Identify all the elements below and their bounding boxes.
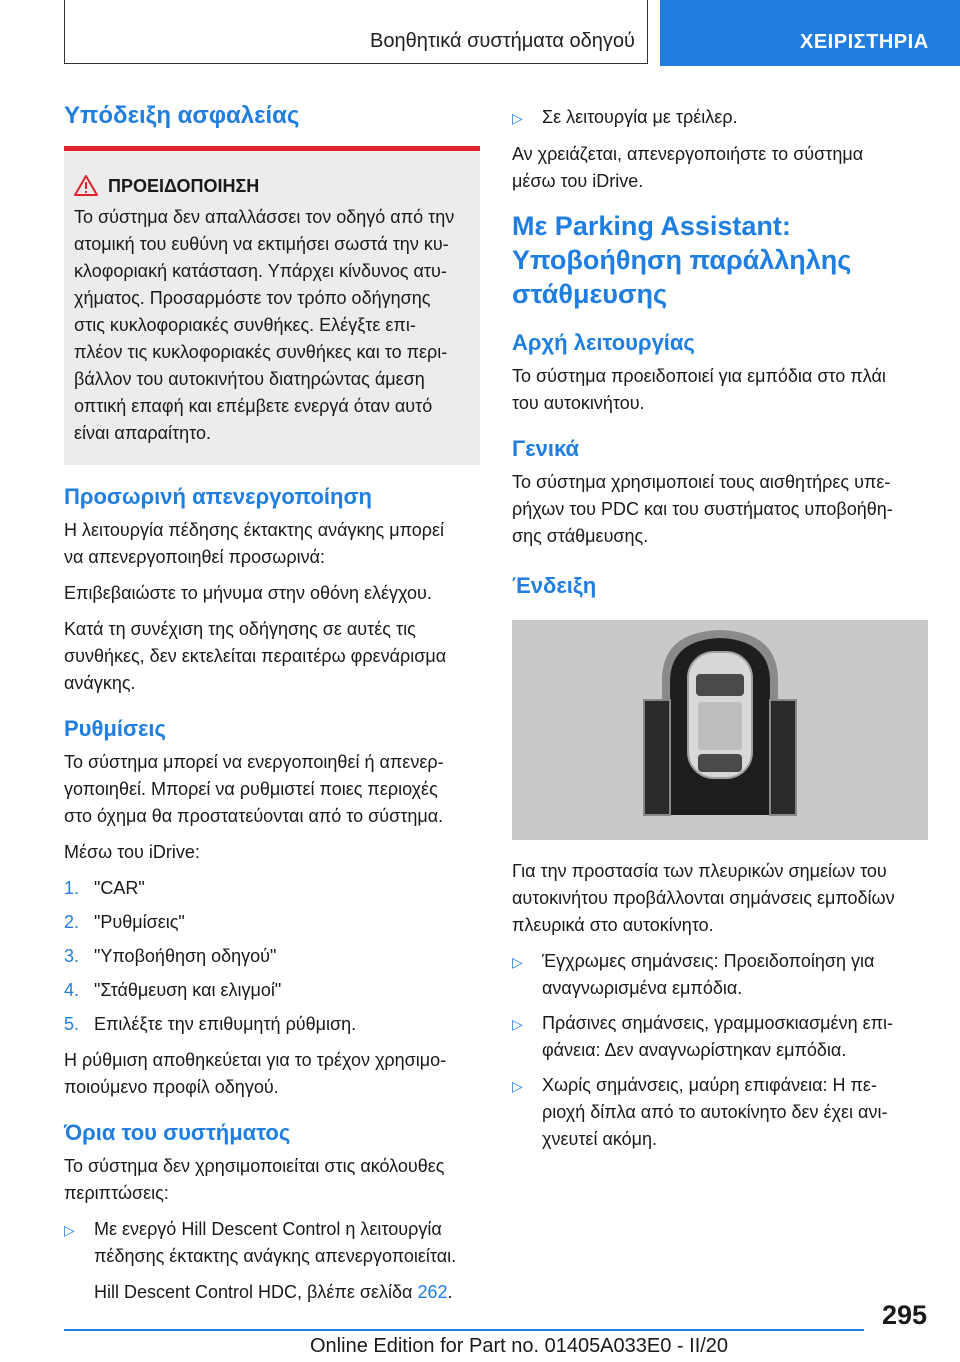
temp-deactivation-heading: Προσωρινή απενεργοποίηση (64, 484, 372, 509)
left-column (64, 100, 480, 1306)
trailer-list (512, 104, 928, 132)
settings-heading: Ρυθμίσεις (64, 716, 166, 741)
list-item: 2. "Ρυθμίσεις" (64, 912, 185, 932)
list-item: ▷ Χωρίς σημάνσεις, μαύρη επιφάνεια: Η πε- ριοχή δίπλα από το αυτοκίνητο δεν έχει ανι- χνευτεί ακόμη. (512, 1072, 928, 1153)
header-section-box (64, 0, 648, 64)
header-section-title: Βοηθητικά συστήματα οδηγού (370, 30, 635, 52)
safety-heading: Υπόδειξη ασφαλείας (64, 102, 300, 129)
limits-reference: Hill Descent Control HDC, βλέπε σελίδα 262. (94, 1282, 453, 1302)
triangle-right-icon: ▷ (512, 1016, 523, 1032)
page-reference-link[interactable]: 262 (417, 1282, 448, 1302)
list-item: 1. "CAR" (64, 878, 145, 898)
limits-list (64, 1216, 480, 1270)
list-item: ▷ Με ενεργό Hill Descent Control η λειτουργία πέδησης έκτακτης ανάγκης απενεργοποιείται. (64, 1216, 480, 1270)
display-paragraph: Για την προστασία των πλευρικών σημείων του αυτοκινήτου προβάλλονται σημάνσεις εμποδίων πλευρικά στο αυτοκίνητο. (512, 861, 895, 935)
header-chapter-title: ΧΕΙΡΙΣΤΗΡΙΑ (800, 31, 929, 53)
parking-display-illustration (512, 620, 928, 840)
general-paragraph: Το σύστημα χρησιμοποιεί τους αισθητήρες υπε- ρήχων του PDC και του συστήματος υποβοήθη- σης στάθμευσης. (512, 472, 893, 546)
warning-line: πλέον τις κυκλοφοριακές συνθήκες και το περι- (74, 342, 448, 362)
warning-line: Το σύστημα δεν απαλλάσσει τον οδηγό από την (74, 207, 455, 227)
triangle-right-icon: ▷ (512, 1078, 523, 1094)
warning-box (64, 146, 480, 465)
triangle-right-icon: ▷ (512, 110, 523, 126)
warning-line: ατομική του ευθύνη να εκτιμήσει σωστά την κυ- (74, 234, 449, 254)
list-item: 3. "Υποβοήθηση οδηγού" (64, 946, 277, 966)
warning-triangle-icon (74, 175, 98, 204)
limits-paragraph: Το σύστημα δεν χρησιμοποιείται στις ακόλουθες περιπτώσεις: (64, 1156, 445, 1203)
general-heading: Γενικά (512, 436, 580, 461)
warning-line: κλοφοριακή κατάσταση. Υπάρχει κίνδυνος ατυ- (74, 261, 447, 281)
settings-steps (64, 875, 480, 1038)
settings-paragraph-3: Η ρύθμιση αποθηκεύεται για το τρέχον χρησιμο- ποιούμενο προφίλ οδηγού. (64, 1050, 447, 1097)
settings-paragraph-1: Το σύστημα μπορεί να ενεργοποιηθεί ή απενερ- γοποιηθεί. Μπορεί να ρυθμιστεί ποιες περιοχές στο όχημα θα προστατεύονται από το σύστημα. (64, 752, 444, 826)
list-item: ▷ Σε λειτουργία με τρέιλερ. (512, 104, 928, 132)
footer-edition: Online Edition for Part no. 01405A033E0 - II/20 (310, 1335, 729, 1357)
warning-line: είναι απαραίτητο. (74, 423, 212, 443)
list-item: 4. "Στάθμευση και ελιγμοί" (64, 980, 282, 1000)
warning-line: βάλλον του αυτοκινήτου διατηρώντας άμεση (74, 369, 425, 389)
warning-title: ΠΡΟΕΙΔΟΠΟΙΗΣΗ (108, 176, 260, 196)
principle-paragraph: Το σύστημα προειδοποιεί για εμπόδια στο πλάι του αυτοκινήτου. (512, 366, 886, 413)
parking-display-image (512, 620, 928, 840)
trailer-paragraph: Αν χρειάζεται, απενεργοποιήστε το σύστημα μέσω του iDrive. (512, 144, 864, 191)
warning-line: στις κυκλοφοριακές συνθήκες. Ελέγξτε επι- (74, 315, 416, 335)
warning-line: οπτική επαφή και επέμβετε ενεργά όταν αυτό (74, 396, 433, 416)
triangle-right-icon: ▷ (64, 1222, 75, 1238)
footer-divider (64, 1329, 864, 1331)
list-item: 5. Επιλέξτε την επιθυμητή ρύθμιση. (64, 1014, 357, 1034)
settings-paragraph-2: Μέσω του iDrive: (64, 842, 200, 862)
header-chapter-tab (660, 0, 960, 66)
parking-assistant-heading: Με Parking Assistant: Υποβοήθηση παράλληλης στάθμευσης (512, 211, 852, 309)
triangle-right-icon: ▷ (512, 954, 523, 970)
warning-title-row (108, 173, 470, 200)
temp-paragraph-2: Επιβεβαιώστε το μήνυμα στην οθόνη ελέγχου. (64, 583, 432, 603)
temp-paragraph-3: Κατά τη συνέχιση της οδήγησης σε αυτές τις συνθήκες, δεν εκτελείται περαιτέρω φρενάρισμα ανάγκης. (64, 619, 447, 693)
principle-heading: Αρχή λειτουργίας (512, 330, 695, 355)
temp-paragraph-1: Η λειτουργία πέδησης έκτακτης ανάγκης μπορεί να απενεργοποιηθεί προσωρινά: (64, 520, 445, 567)
system-limits-heading: Όρια του συστήματος (64, 1120, 291, 1145)
display-heading: Ένδειξη (512, 573, 597, 598)
display-list (512, 948, 928, 1153)
page-number: 295 (882, 1300, 928, 1330)
list-item: ▷ Πράσινες σημάνσεις, γραμμοσκιασμένη επι- φάνεια: Δεν αναγνωρίστηκαν εμπόδια. (512, 1010, 928, 1064)
warning-line: χήματος. Προσαρμόστε τον τρόπο οδήγησης (74, 288, 431, 308)
right-column (512, 100, 928, 1162)
list-item: ▷ Έγχρωμες σημάνσεις: Προειδοποίηση για αναγνωρισμένα εμπόδια. (512, 948, 928, 1002)
